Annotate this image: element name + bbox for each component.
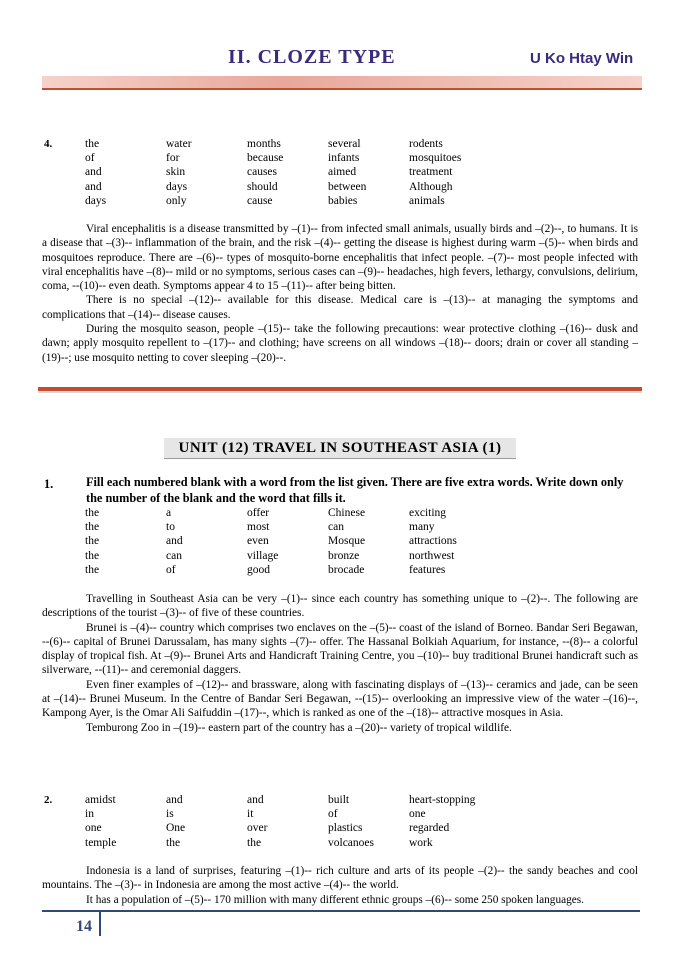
word-row [85,151,490,165]
passage-paragraph: Even finer examples of –(12)-- and brassware, along with fascinating displays of –(13)-- ceramics and jade, can be seen at –(14)-- Brunei Museum. In the Centre of Bandar Seri Begawan, --(15)-- overlooking an impressive view of the water –(16)--, Kampong Ayer, is the Omar Ali Saifuddin –(17)--, which is ranked as one of the –(18)-- attractive mosques in Asia. [42,678,638,720]
word-row [85,807,490,821]
word: one [409,808,426,821]
word-row [85,534,490,548]
question-1-instruction: Fill each numbered blank with a word from the list given. There are five extra words. Write down only the number of the blank and the word that fills it. [86,475,624,505]
page-number: 14 [76,918,92,935]
word: regarded [409,822,450,835]
word-row [85,194,490,208]
word: built [328,794,350,806]
word: aimed [328,166,357,179]
word: animals [409,194,445,207]
question-4-word-list [85,137,490,208]
word: of [328,808,338,821]
word: temple [85,836,117,849]
word: causes [247,166,278,179]
word: village [247,549,279,562]
word-row [85,563,490,577]
word: treatment [409,166,453,179]
word: work [409,836,433,849]
word: several [328,138,361,150]
passage-paragraph: Brunei is –(4)-- country which comprises two enclaves on the –(5)-- coast of the island of Borneo. Bandar Seri Begawan, --(6)-- capital of Brunei Darussalam, has many sights –(7)-- offer. The Hassanal Bolkiah Aquarium, for instance, --(8)-- a colorful display of tropical fish. At –(9)-- Brunei Arts and Handicraft Training Centre, you –(10)-- buy traditional Brunei handicraft such as silverware, --(11)-- and ceremonial daggers. [42,621,638,677]
word: days [85,194,107,207]
word: in [85,808,94,821]
word: babies [328,194,358,207]
word-row [85,165,490,179]
word: cause [247,194,273,207]
header-bar [42,76,642,90]
word: months [247,138,281,150]
word: features [409,563,446,576]
page-number-bar [99,912,101,936]
word: amidst [85,794,116,806]
word-row [85,180,490,194]
word: and [85,166,102,179]
word: plastics [328,822,363,835]
word: exciting [409,507,447,519]
word: and [166,535,183,548]
word: mosquitoes [409,152,462,165]
word: the [166,836,181,849]
word: attractions [409,535,457,548]
passage-paragraph: There is no special –(12)-- available for this disease. Medical care is –(13)-- at managing the symptoms and complications that –(14)-- disease causes. [42,294,638,321]
word: good [247,563,270,576]
word: one [85,822,102,835]
word: the [85,138,100,150]
word: over [247,822,268,835]
word: offer [247,507,270,519]
word: northwest [409,549,455,562]
word: volcanoes [328,836,374,849]
passage-paragraph: It has a population of –(5)-- 170 million with many different ethnic groups –(6)-- some 250 spoken languages. [86,893,585,906]
word-row [85,520,490,534]
word: Mosque [328,535,366,548]
question-2-passage [42,864,638,907]
word: even [247,535,269,548]
word: bronze [328,549,360,562]
word: the [85,563,100,576]
passage-paragraph: Viral encephalitis is a disease transmitted by –(1)-- from infected small animals, usually birds and –(2)--, to humans. It is a disease that –(3)-- inflammation of the brain, and the risk –(4)-- getting the disease is highest during warm –(5)-- when birds and mosquitoes reproduce. There are –(6)-- types of mosquito-borne encephalitis that infect people. –(7)-- most people infected with viral encephalitis have –(8)-- mild or no symptoms, serious cases can –(9)-- headaches, high fevers, lethargy, convulsions, delirium, coma, --(10)-- even death. Symptoms appear 4 to 15 –(11)-- after being bitten. [42,223,638,293]
word: the [85,535,100,548]
word: the [85,549,100,562]
word: should [247,180,278,193]
word: of [85,152,95,165]
question-2-number: 2. [44,794,53,806]
word: many [409,521,435,534]
word: because [247,152,284,165]
word: brocade [328,563,365,576]
word-row [85,137,490,151]
word: One [166,822,186,835]
passage-paragraph: Travelling in Southeast Asia can be very –(1)-- since each country has something unique to –(2)--. The following are descriptions of the tourist –(3)-- of five of these countries. [42,593,638,620]
word: can [166,549,182,562]
word: between [328,180,367,193]
question-1-passage [42,592,638,735]
word: days [166,180,188,193]
question-2-word-list [85,793,490,850]
passage-paragraph: Indonesia is a land of surprises, featuring –(1)-- rich culture and arts of its people –(2)-- the sandy beaches and cool mountains. The –(3)-- in Indonesia are among the most active –(4)-- the world. [42,865,638,892]
section-divider-shadow [38,391,642,393]
question-4-number: 4. [44,138,53,150]
word: the [247,836,262,849]
word-row [85,549,490,563]
word: of [166,563,176,576]
word: is [166,808,174,821]
word: the [85,521,100,534]
word-row [85,793,490,807]
word: and [85,180,102,193]
question-1-number: 1. [44,477,54,491]
word: infants [328,152,360,165]
word: to [166,521,175,534]
passage-paragraph: Temburong Zoo in –(19)-- eastern part of the country has a –(20)-- variety of tropical wildlife. [86,721,512,734]
word: the [85,507,100,519]
word-row [85,821,490,835]
word: for [166,152,180,165]
unit-heading: UNIT (12) TRAVEL IN SOUTHEAST ASIA (1) [164,438,516,459]
footer-rule [42,910,640,912]
passage-paragraph: During the mosquito season, people –(15)-- take the following precautions: wear protective clothing –(16)-- dusk and dawn; apply mosquito repellent to –(17)-- and clothing; have screens on all windows –(18)-- doors; drain or cover all standing –(19)--; use mosquito netting to cover sleeping –(20)--. [42,323,638,364]
word: can [328,521,344,534]
word: it [247,808,254,821]
question-1-word-list [85,506,490,577]
word: rodents [409,138,443,150]
word: Chinese [328,507,366,519]
question-4-passage [42,222,638,365]
word: skin [166,166,186,179]
word: only [166,194,187,207]
word: most [247,521,270,534]
word-row [85,506,490,520]
word: Although [409,180,453,193]
word-row [85,836,490,850]
word: a [166,507,172,519]
word: water [166,138,192,150]
word: and [247,794,264,806]
section-title: II. CLOZE TYPE [228,46,396,68]
word: and [166,794,183,806]
author-name: U Ko Htay Win [530,50,634,67]
word: heart-stopping [409,794,476,806]
